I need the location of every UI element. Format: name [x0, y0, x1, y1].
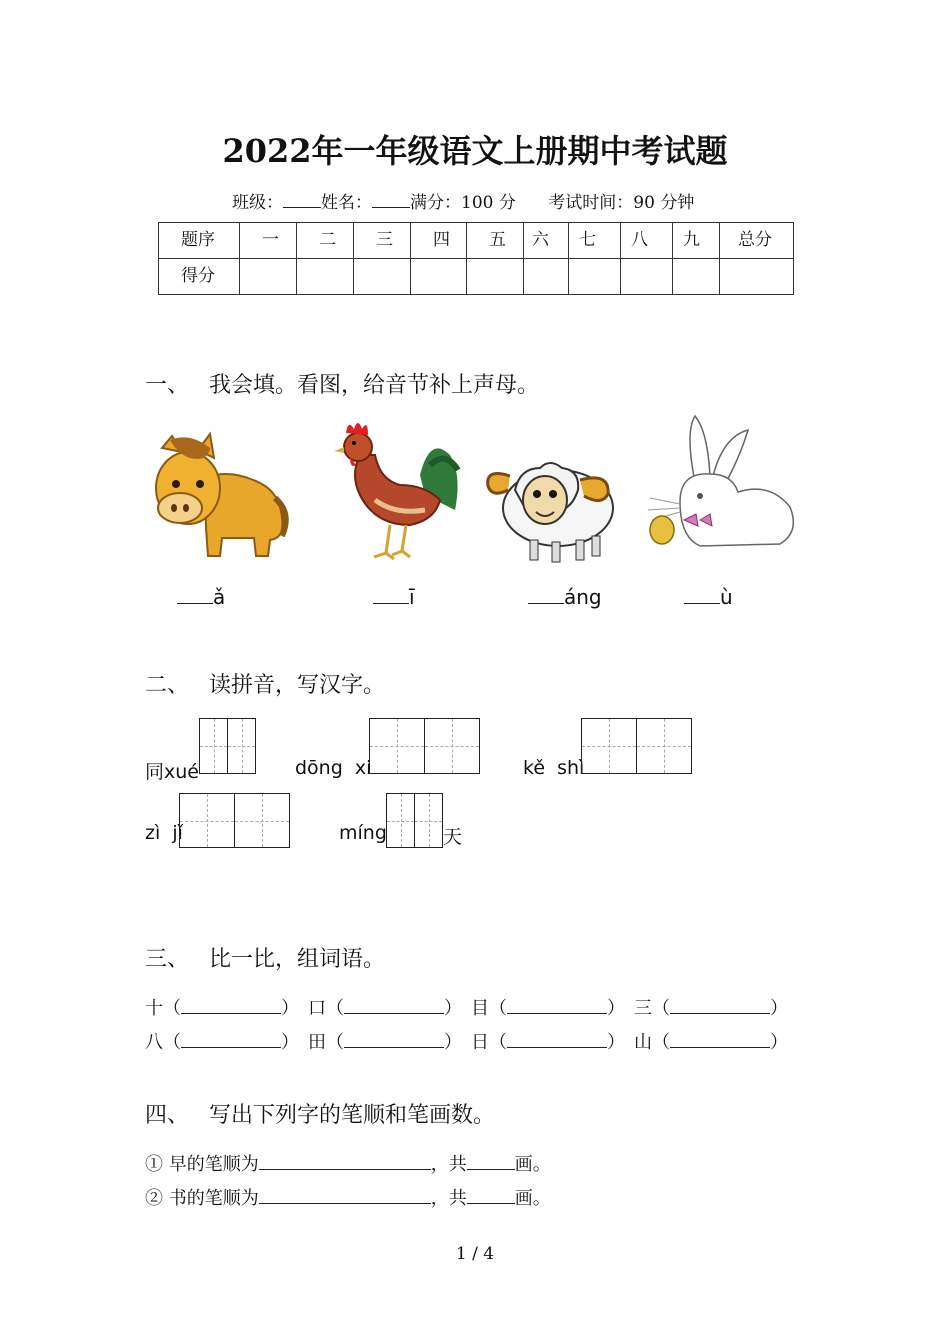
- table-header-cell: 一: [240, 223, 297, 259]
- combo-blank[interactable]: [344, 1029, 444, 1048]
- writing-grid[interactable]: [386, 793, 443, 848]
- name-blank[interactable]: [372, 189, 410, 208]
- combo-item: 目（ ）: [471, 994, 625, 1020]
- combo-blank[interactable]: [344, 995, 444, 1014]
- stroke-question: ① 早的笔顺为 ，共 画。: [145, 1150, 551, 1176]
- sheep-icon: [480, 428, 622, 568]
- table-header-cell: 八: [621, 223, 673, 259]
- section-4-heading: 四、 写出下列字的笔顺和笔画数。: [145, 1103, 496, 1128]
- section-2-heading: 二、 读拼音，写汉字。: [145, 673, 386, 698]
- pinyin-word: 同xué: [145, 761, 199, 783]
- table-header-cell: 总分: [720, 223, 794, 259]
- combo-item: 山（ ）: [634, 1028, 788, 1054]
- combo-item: 八（ ）: [145, 1028, 299, 1054]
- name-label: 姓名：: [321, 193, 372, 213]
- full-score: 满分：100 分: [410, 193, 516, 213]
- initial-blank[interactable]: [373, 585, 409, 604]
- table-header-cell: 题序: [159, 223, 240, 259]
- pinyin-word-suffix: 天: [443, 826, 463, 848]
- exam-time: 考试时间：90 分钟: [548, 193, 695, 213]
- combo-blank[interactable]: [181, 995, 281, 1014]
- table-header-cell: 九: [673, 223, 720, 259]
- class-label: 班级：: [232, 193, 283, 213]
- syllable-horse: ǎ: [177, 585, 225, 609]
- writing-grid[interactable]: [369, 718, 480, 774]
- table-header-cell: 四: [411, 223, 467, 259]
- page-number: 1 / 4: [455, 1244, 495, 1264]
- score-cell[interactable]: [411, 259, 467, 295]
- combo-blank[interactable]: [670, 995, 770, 1014]
- rabbit-icon: [640, 412, 800, 557]
- combo-item: 三（ ）: [634, 994, 788, 1020]
- score-cell[interactable]: [297, 259, 354, 295]
- initial-blank[interactable]: [177, 585, 213, 604]
- combo-blank[interactable]: [670, 1029, 770, 1048]
- writing-grid[interactable]: [581, 718, 692, 774]
- score-cell[interactable]: [467, 259, 524, 295]
- table-header-cell: 六: [524, 223, 569, 259]
- combo-item: 口（ ）: [308, 994, 462, 1020]
- syllable-sheep: áng: [528, 585, 602, 609]
- section-3-heading: 三、 比一比，组词语。: [145, 947, 386, 972]
- score-cell[interactable]: [524, 259, 569, 295]
- initial-blank[interactable]: [528, 585, 564, 604]
- pinyin-word: míng: [339, 822, 387, 844]
- stroke-count-blank[interactable]: [467, 1151, 515, 1170]
- score-cell[interactable]: [720, 259, 794, 295]
- stroke-order-blank[interactable]: [259, 1185, 431, 1204]
- combo-item: 日（ ）: [471, 1028, 625, 1054]
- combo-item: 田（ ）: [308, 1028, 462, 1054]
- pinyin-word: dōng xi: [295, 757, 372, 779]
- combo-blank[interactable]: [181, 1029, 281, 1048]
- combo-blank[interactable]: [507, 1029, 607, 1048]
- table-header-cell: 七: [569, 223, 621, 259]
- table-header-cell: 三: [354, 223, 411, 259]
- score-cell[interactable]: [569, 259, 621, 295]
- stroke-count-blank[interactable]: [467, 1185, 515, 1204]
- exam-info: [232, 188, 694, 213]
- score-cell[interactable]: [354, 259, 411, 295]
- score-table: [158, 222, 794, 295]
- initial-blank[interactable]: [684, 585, 720, 604]
- table-header-cell: 二: [297, 223, 354, 259]
- combo-item: 十（ ）: [145, 994, 299, 1020]
- score-table-row: [159, 259, 794, 295]
- page-title: 2022年一年级语文上册期中考试题: [222, 132, 728, 170]
- table-header-cell: 五: [467, 223, 524, 259]
- writing-grid[interactable]: [179, 793, 290, 848]
- score-table-header: [159, 223, 794, 259]
- score-cell[interactable]: [240, 259, 297, 295]
- pinyin-word: kě shì: [523, 757, 585, 779]
- class-blank[interactable]: [283, 189, 321, 208]
- table-row-label: 得分: [159, 259, 240, 295]
- score-cell[interactable]: [621, 259, 673, 295]
- combo-blank[interactable]: [507, 995, 607, 1014]
- syllable-rooster: ī: [373, 585, 415, 609]
- score-cell[interactable]: [673, 259, 720, 295]
- pinyin-word: zì jǐ: [145, 822, 183, 844]
- stroke-order-blank[interactable]: [259, 1151, 431, 1170]
- horse-icon: [150, 428, 295, 563]
- writing-grid[interactable]: [199, 718, 256, 774]
- syllable-rabbit: ù: [684, 585, 733, 609]
- section-1-heading: 一、 我会填。看图，给音节补上声母。: [145, 373, 540, 398]
- rooster-icon: [330, 415, 465, 565]
- stroke-question: ② 书的笔顺为 ，共 画。: [145, 1184, 551, 1210]
